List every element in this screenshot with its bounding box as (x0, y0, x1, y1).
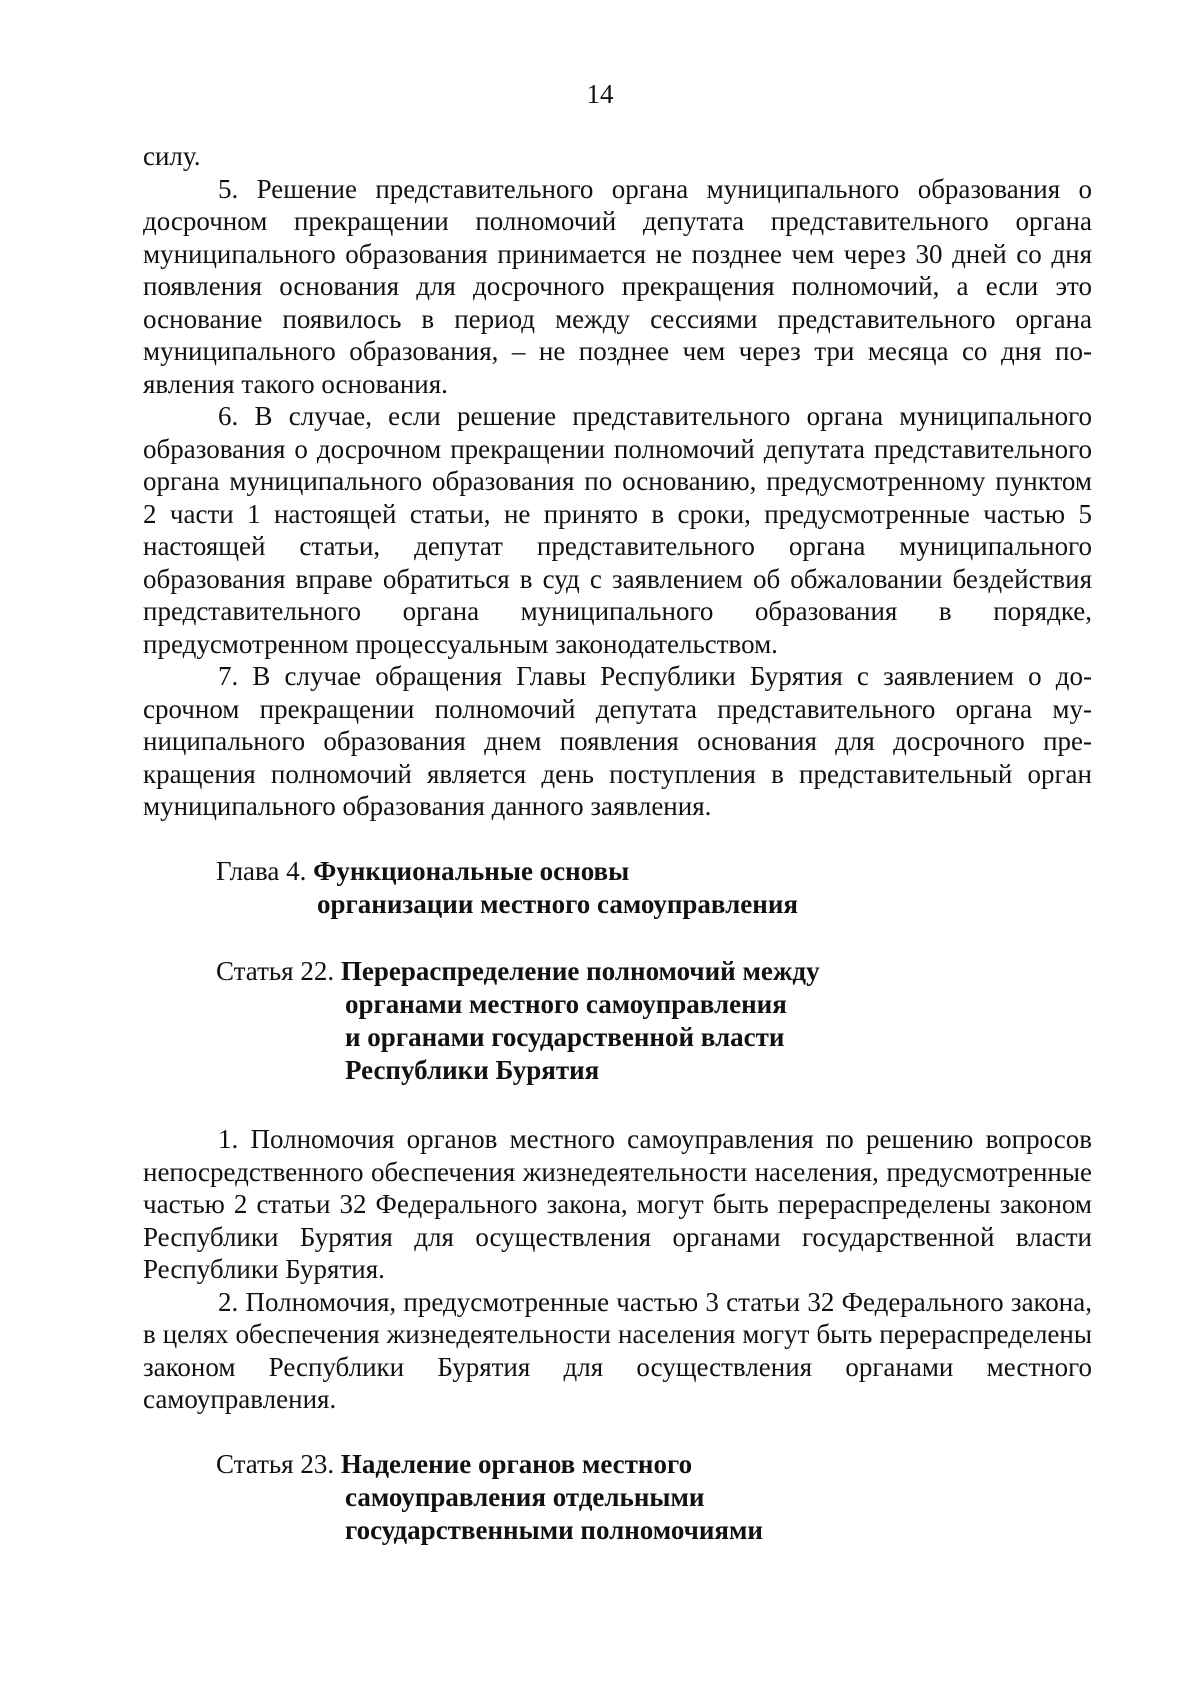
page-number: 14 (586, 79, 614, 109)
article-23-label: Статья 23. (216, 1449, 335, 1479)
article-23-title-line-2: самоуправления отдельными (345, 1482, 705, 1512)
article-22-label: Статья 22. (216, 956, 335, 986)
article-23-title-line-3: государственными полномочиями (345, 1515, 763, 1545)
article-22-title-line-2: органами местного самоуправления (345, 989, 787, 1019)
chapter-4-title-line-2: организации местного самоуправления (317, 889, 798, 919)
paragraph-6: 6. В случае, если решение представительного органа муниципального образования о досрочном прекращении полномочий депутата представительного органа муниципального образования по основанию, предусмотренному пунктом 2 части 1 настоящей статьи, не принято в сроки, предусмотренные частью 5 настоящей статьи, депутат представительного органа муниципального образования вправе обратиться в суд с заявлением об обжаловании бездействия представительного органа муниципального образования в порядке, предусмотренном процессуальным законодательством. (143, 401, 1092, 659)
article-23-heading-line-1 (216, 1448, 763, 1481)
article-23-heading (216, 1448, 763, 1547)
article-22-heading-line-1 (216, 955, 820, 988)
chapter-4-title-line-1: Функциональные основы (313, 856, 630, 886)
article-23-title-line-1: Наделение органов местного (340, 1449, 693, 1479)
article-22-body (143, 1123, 1092, 1416)
article-22-title-line-4: Республики Бурятия (345, 1055, 600, 1085)
paragraph-5: 5. Решение представительного органа муниципального образования о досрочном прекращении полномочий депутата представительного органа муниципального образования принимается не позднее чем через 30 дней со дня появления основания для досрочного прекращения полномочий, а если это основание появилось в период между сессиями представительного органа муниципального образования, – не позднее чем через три месяца со дня появления такого основания. (143, 173, 1092, 399)
paragraph-7: 7. В случае обращения Главы Республики Бурятия с заявлением о досрочном прекращении полномочий депутата представительного органа муниципального образования днем появления основания для досрочного прекращения полномочий является день поступления в представительный орган муниципального образования данного заявления. (143, 661, 1092, 821)
body-text-top (143, 140, 1092, 823)
continuation-text: силу. (143, 141, 201, 171)
chapter-4-heading-line-1 (216, 855, 798, 888)
chapter-4-heading (216, 855, 798, 921)
article-22-paragraph-2: 2. Полномочия, предусмотренные частью 3 статьи 32 Федерального закона, в целях обеспечения жизнедеятельности населения могут быть перераспределены законом Республики Бурятия для осуществления органами местного самоуправления. (143, 1286, 1092, 1414)
article-22-paragraph-1: 1. Полномочия органов местного самоуправления по решению вопросов непосредственного обеспечения жизнедеятельности населения, предусмотренные частью 2 статьи 32 Федерального закона, могут быть перераспределены законом Республики Бурятия для осуществления органами государственной власти Республики Бурятия. (143, 1124, 1092, 1284)
article-22-title-line-3: и органами государственной власти (345, 1022, 785, 1052)
article-22-title-line-1: Перераспределение полномочий между (340, 956, 820, 986)
chapter-4-label: Глава 4. (216, 856, 307, 886)
article-22-heading (216, 955, 820, 1087)
